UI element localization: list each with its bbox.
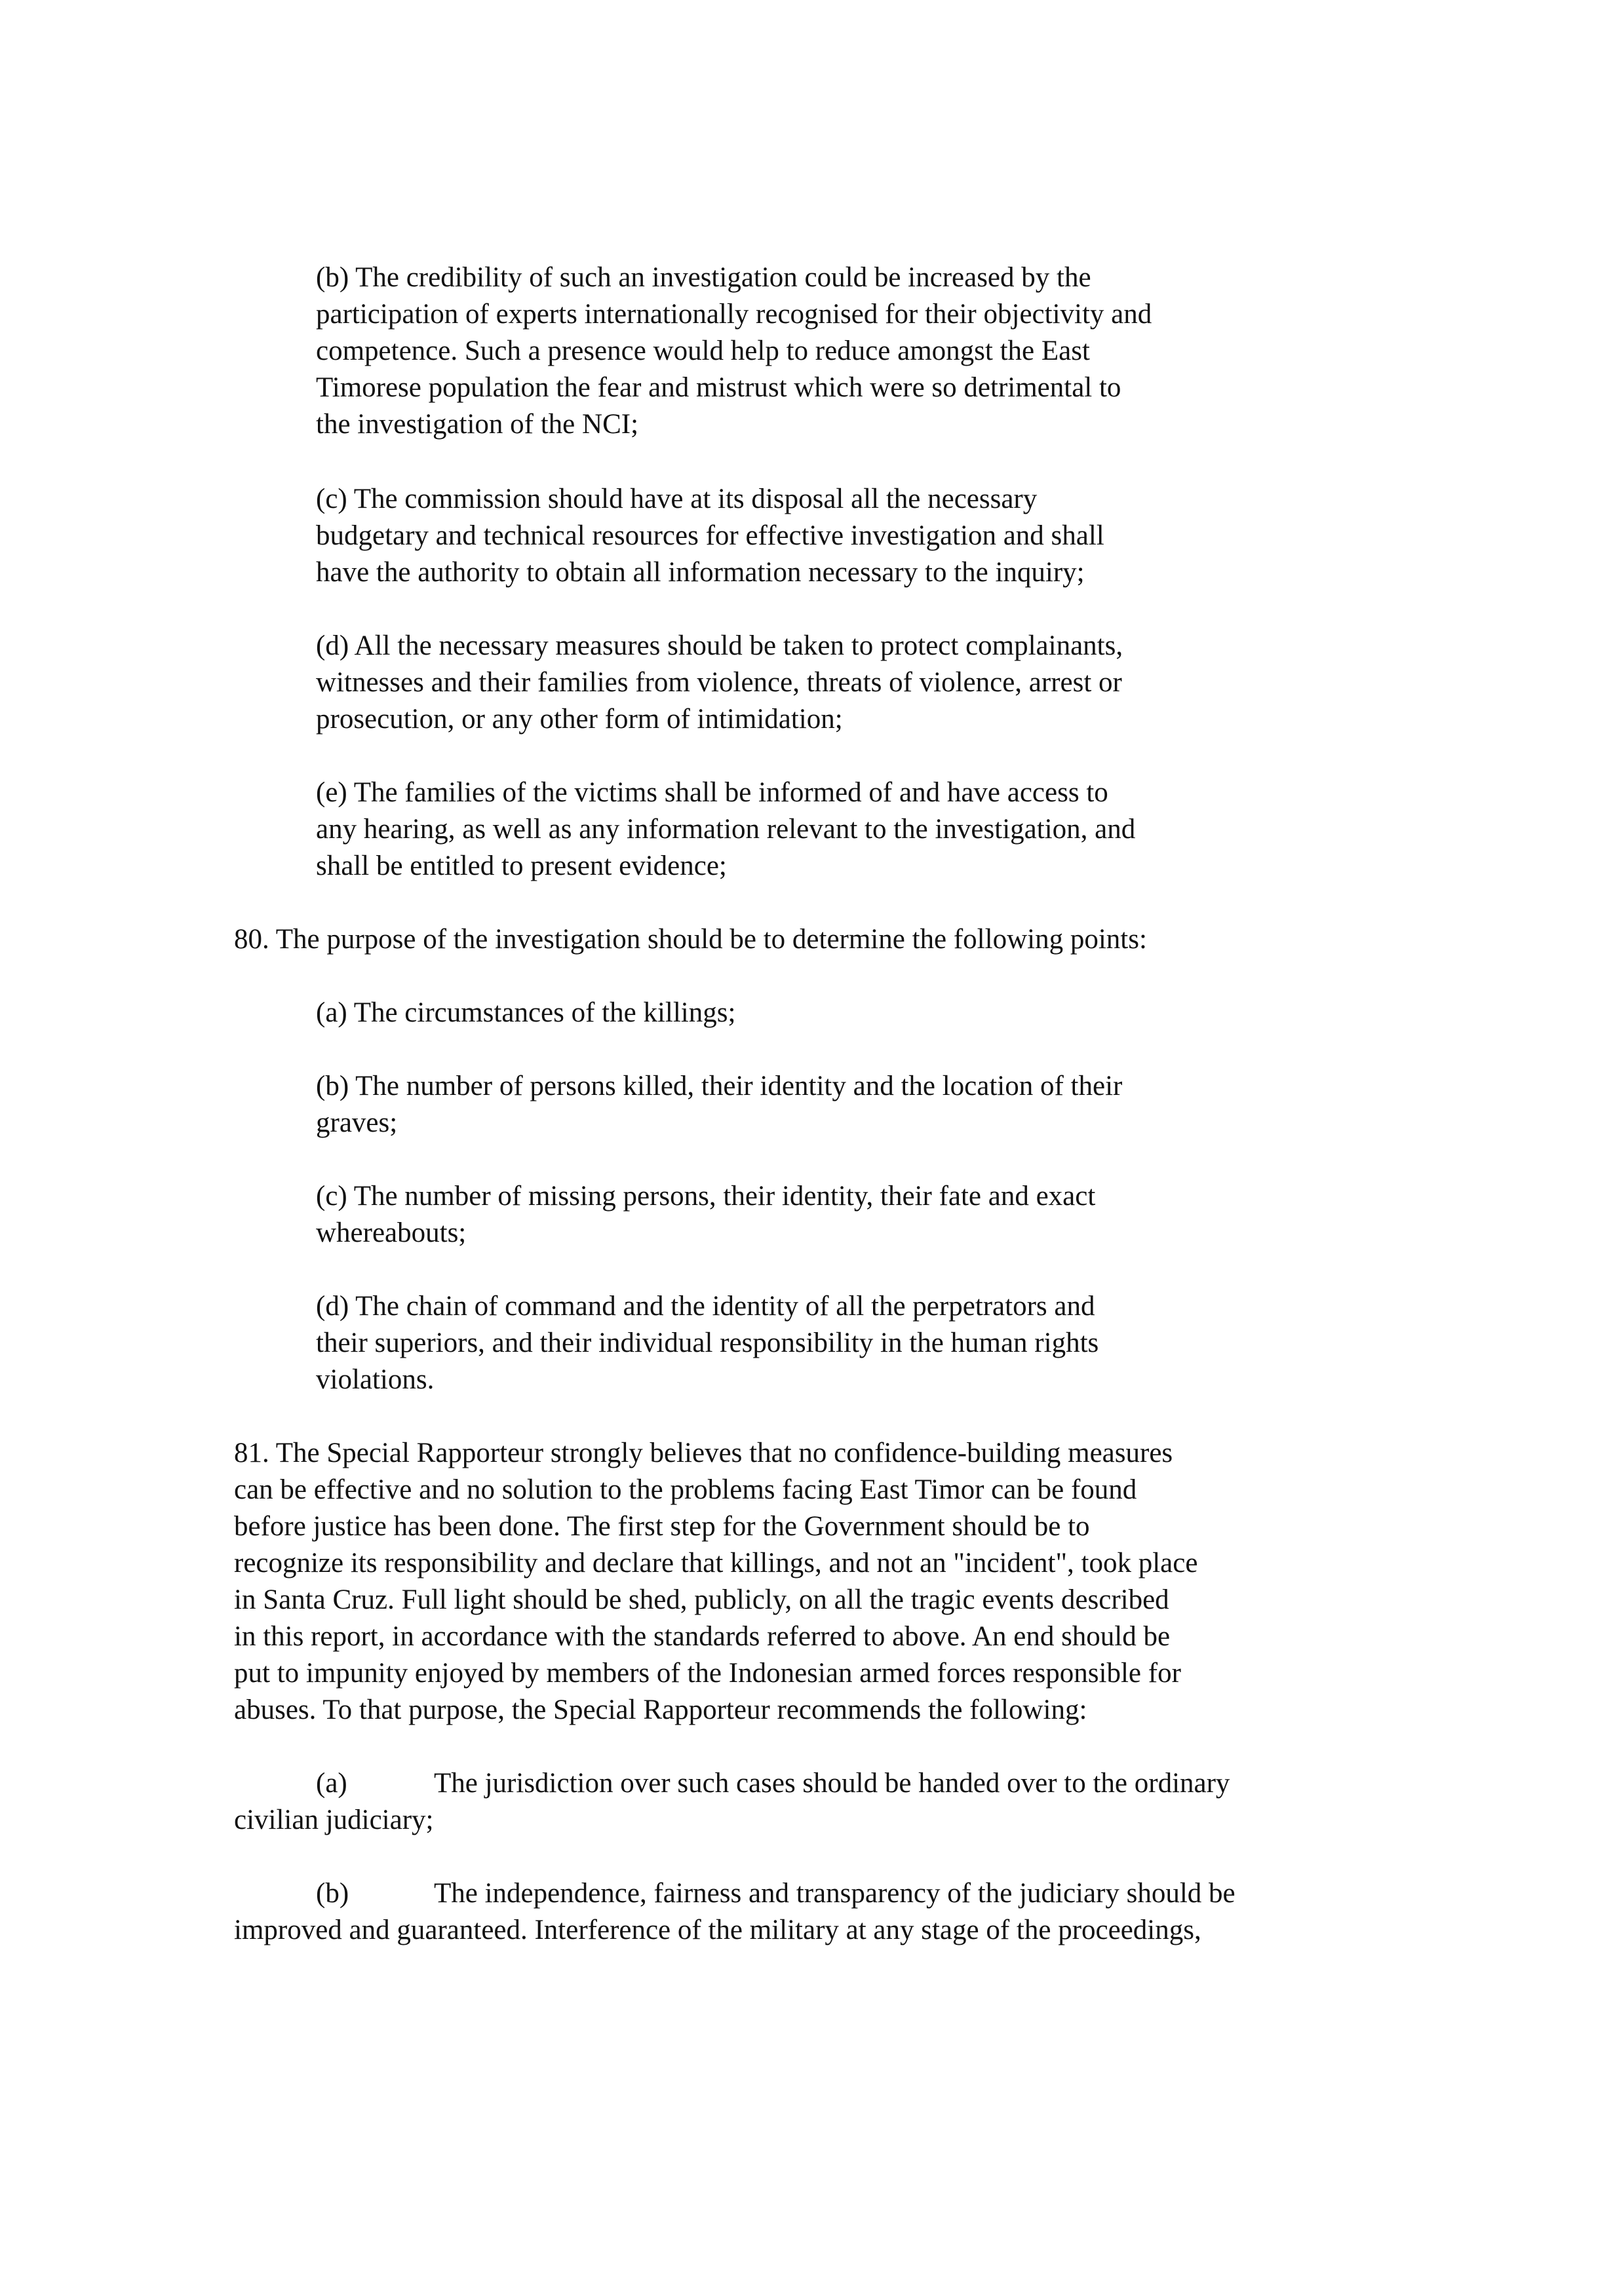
paragraph-79e: (e) The families of the victims shall be informed of and have access to any hearing, as well as any information relevant to the investigation, and shall be entitled to present evidence; bbox=[316, 777, 1136, 881]
paragraph-81: 81. The Special Rapporteur strongly believes that no confidence-building measures can be effective and no solution to the problems facing East Timor can be found before justice has been done. The first step for the Government should be to recognize its responsibility and declare that killings, and not an "incident", took place in Santa Cruz. Full light should be shed, publicly, on all the tragic events described in this report, in accordance with the standards referred to above. An end should be put to impunity enjoyed by members of the Indonesian armed forces responsible for abuses. To that purpose, the Special Rapporteur recommends the following: bbox=[234, 1438, 1198, 1725]
paragraph-80b: (b) The number of persons killed, their identity and the location of their graves; bbox=[316, 1071, 1123, 1138]
item-label: (b) bbox=[316, 1878, 349, 1909]
paragraph-80c: (c) The number of missing persons, their identity, their fate and exact whereabouts; bbox=[316, 1181, 1096, 1248]
paragraph-80a: (a) The circumstances of the killings; bbox=[316, 997, 736, 1028]
paragraph-81a: (a) The jurisdiction over such cases should be handed over to the ordinary civilian judiciary; bbox=[234, 1765, 1388, 1839]
paragraph-81b: (b) The independence, fairness and transparency of the judiciary should be improved and guaranteed. Interference of the military at any stage of the proceedings, bbox=[234, 1875, 1388, 1949]
paragraph-79d: (d) All the necessary measures should be taken to protect complainants, witnesses and their families from violence, threats of violence, arrest or prosecution, or any other form of intimidation; bbox=[316, 630, 1123, 735]
item-label: (a) bbox=[316, 1768, 347, 1799]
paragraph-80: 80. The purpose of the investigation should be to determine the following points: bbox=[234, 924, 1147, 955]
paragraph-80d: (d) The chain of command and the identity of all the perpetrators and their superiors, and their individual responsibility in the human rights violations. bbox=[316, 1291, 1099, 1395]
paragraph-79b: (b) The credibility of such an investigation could be increased by the participation of experts internationally recognised for their objectivity and competence. Such a presence would help to reduce amongst the East Timorese population the fear and mistrust which were so detrimental to the investigation of the NCI; bbox=[316, 262, 1152, 440]
paragraph-79c: (c) The commission should have at its disposal all the necessary budgetary and technical resources for effective investigation and shall have the authority to obtain all information necessary to the inquiry; bbox=[316, 484, 1104, 588]
